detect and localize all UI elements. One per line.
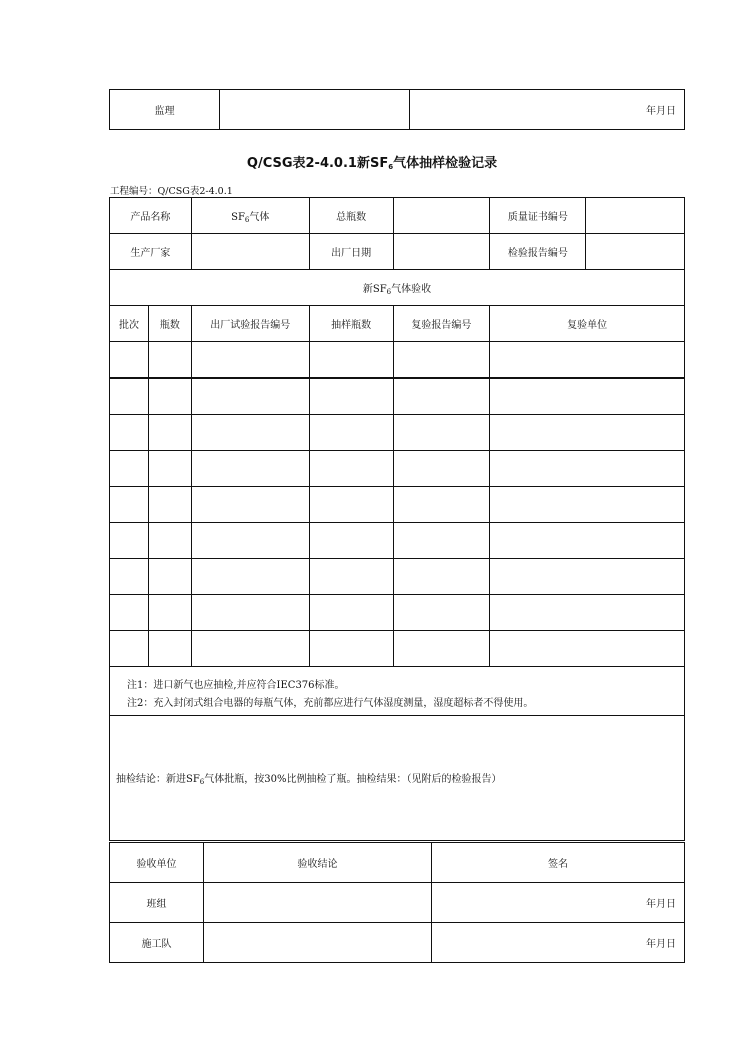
total-bottles-value[interactable] — [393, 198, 490, 234]
project-number: 工程编号：Q/CSG表2-4.0.1 — [110, 186, 233, 197]
quality-cert-label: 质量证书编号 — [490, 198, 586, 233]
table-cell[interactable] — [490, 559, 685, 595]
table-cell[interactable] — [110, 559, 149, 595]
sign-col-conclusion: 验收结论 — [204, 843, 432, 883]
table-row — [110, 378, 685, 415]
sign-col-signature: 签名 — [432, 843, 685, 883]
table-row — [110, 487, 685, 523]
table-cell[interactable] — [191, 523, 309, 559]
sign-row-crew-date: 年月日 — [432, 923, 685, 963]
table-cell[interactable] — [309, 342, 393, 379]
table-cell[interactable] — [393, 631, 490, 667]
table-cell[interactable] — [490, 378, 685, 415]
table-cell[interactable] — [393, 487, 490, 523]
supervision-date: 年月日 — [410, 90, 685, 130]
conclusion: 抽检结论：新进$SF_6$气体批瓶，按30%比例抽检了瓶。抽检结果：（见附后的检验报告） — [110, 716, 685, 841]
table-cell[interactable] — [148, 451, 191, 487]
table-cell[interactable] — [393, 523, 490, 559]
table-cell[interactable] — [191, 487, 309, 523]
table-cell[interactable] — [393, 415, 490, 451]
table-cell[interactable] — [110, 342, 149, 379]
table-row — [110, 559, 685, 595]
table-row — [110, 595, 685, 631]
sign-table — [109, 842, 685, 963]
manufacturer-value[interactable] — [191, 234, 309, 270]
table-cell[interactable] — [110, 595, 149, 631]
table-cell[interactable] — [490, 342, 685, 379]
table-row — [110, 415, 685, 451]
table-cell[interactable] — [309, 631, 393, 667]
table-cell[interactable] — [490, 595, 685, 631]
sign-row-crew: 施工队 — [110, 923, 204, 963]
table-cell[interactable] — [191, 451, 309, 487]
sign-row-team-conclusion[interactable] — [204, 883, 432, 923]
test-report-value[interactable] — [586, 234, 684, 269]
table-cell[interactable] — [309, 559, 393, 595]
table-cell[interactable] — [191, 378, 309, 415]
table-cell[interactable] — [110, 631, 149, 667]
table-row — [110, 631, 685, 667]
col-batch: 批次 — [110, 306, 149, 342]
table-cell[interactable] — [191, 415, 309, 451]
table-cell[interactable] — [191, 595, 309, 631]
table-cell[interactable] — [148, 523, 191, 559]
test-report-label: 检验报告编号 — [490, 234, 586, 269]
table-cell[interactable] — [148, 631, 191, 667]
inspection-table — [109, 197, 685, 841]
table-cell[interactable] — [110, 415, 149, 451]
table-cell[interactable] — [490, 523, 685, 559]
section-title: 新$SF_6$气体验收 — [110, 270, 685, 306]
supervision-value[interactable] — [220, 90, 410, 130]
table-cell[interactable] — [490, 415, 685, 451]
page-title: Q/CSG表2-4.0.1新$SF_6$气体抽样检验记录 — [246, 156, 498, 171]
product-name-label: 产品名称 — [110, 198, 192, 234]
supervision-table — [109, 89, 685, 130]
note-1: 注1：进口新气也应抽检,并应符合IEC376标准。 — [127, 680, 345, 691]
table-cell[interactable] — [110, 487, 149, 523]
table-cell[interactable] — [148, 342, 191, 379]
table-row — [110, 342, 685, 379]
table-cell[interactable] — [393, 378, 490, 415]
ship-date-value[interactable] — [393, 234, 490, 270]
table-cell[interactable] — [309, 595, 393, 631]
sign-row-crew-conclusion[interactable] — [204, 923, 432, 963]
ship-date-label: 出厂日期 — [309, 234, 393, 270]
table-cell[interactable] — [309, 487, 393, 523]
col-sample-bottles: 抽样瓶数 — [309, 306, 393, 342]
supervision-label: 监理 — [110, 90, 220, 130]
table-cell[interactable] — [191, 559, 309, 595]
quality-cert-value[interactable] — [586, 198, 684, 233]
table-cell[interactable] — [110, 523, 149, 559]
table-cell[interactable] — [393, 595, 490, 631]
table-cell[interactable] — [148, 595, 191, 631]
sign-row-team-date: 年月日 — [432, 883, 685, 923]
table-cell[interactable] — [490, 451, 685, 487]
table-row — [110, 523, 685, 559]
notes — [110, 667, 685, 716]
manufacturer-label: 生产厂家 — [110, 234, 192, 270]
table-cell[interactable] — [393, 342, 490, 379]
col-factory-report: 出厂试验报告编号 — [191, 306, 309, 342]
col-retest-report: 复验报告编号 — [393, 306, 490, 342]
table-cell[interactable] — [490, 487, 685, 523]
table-cell[interactable] — [191, 631, 309, 667]
table-cell[interactable] — [148, 415, 191, 451]
table-cell[interactable] — [309, 415, 393, 451]
table-cell[interactable] — [110, 378, 149, 415]
col-bottles: 瓶数 — [148, 306, 191, 342]
table-cell[interactable] — [393, 559, 490, 595]
sign-row-team: 班组 — [110, 883, 204, 923]
product-name-value: $SF_6$气体 — [191, 198, 309, 234]
table-cell[interactable] — [191, 342, 309, 379]
col-retest-unit: 复验单位 — [490, 306, 685, 342]
total-bottles-label: 总瓶数 — [309, 198, 393, 234]
table-cell[interactable] — [148, 378, 191, 415]
table-cell[interactable] — [393, 451, 490, 487]
table-cell[interactable] — [490, 631, 685, 667]
table-cell[interactable] — [309, 378, 393, 415]
table-cell[interactable] — [148, 559, 191, 595]
table-cell[interactable] — [309, 451, 393, 487]
table-row — [110, 451, 685, 487]
table-cell[interactable] — [110, 451, 149, 487]
sign-col-unit: 验收单位 — [110, 843, 204, 883]
note-2: 注2：充入封闭式组合电器的每瓶气体，充前都应进行气体湿度测量，湿度超标者不得使用。 — [127, 698, 534, 709]
table-cell[interactable] — [148, 487, 191, 523]
table-cell[interactable] — [309, 523, 393, 559]
